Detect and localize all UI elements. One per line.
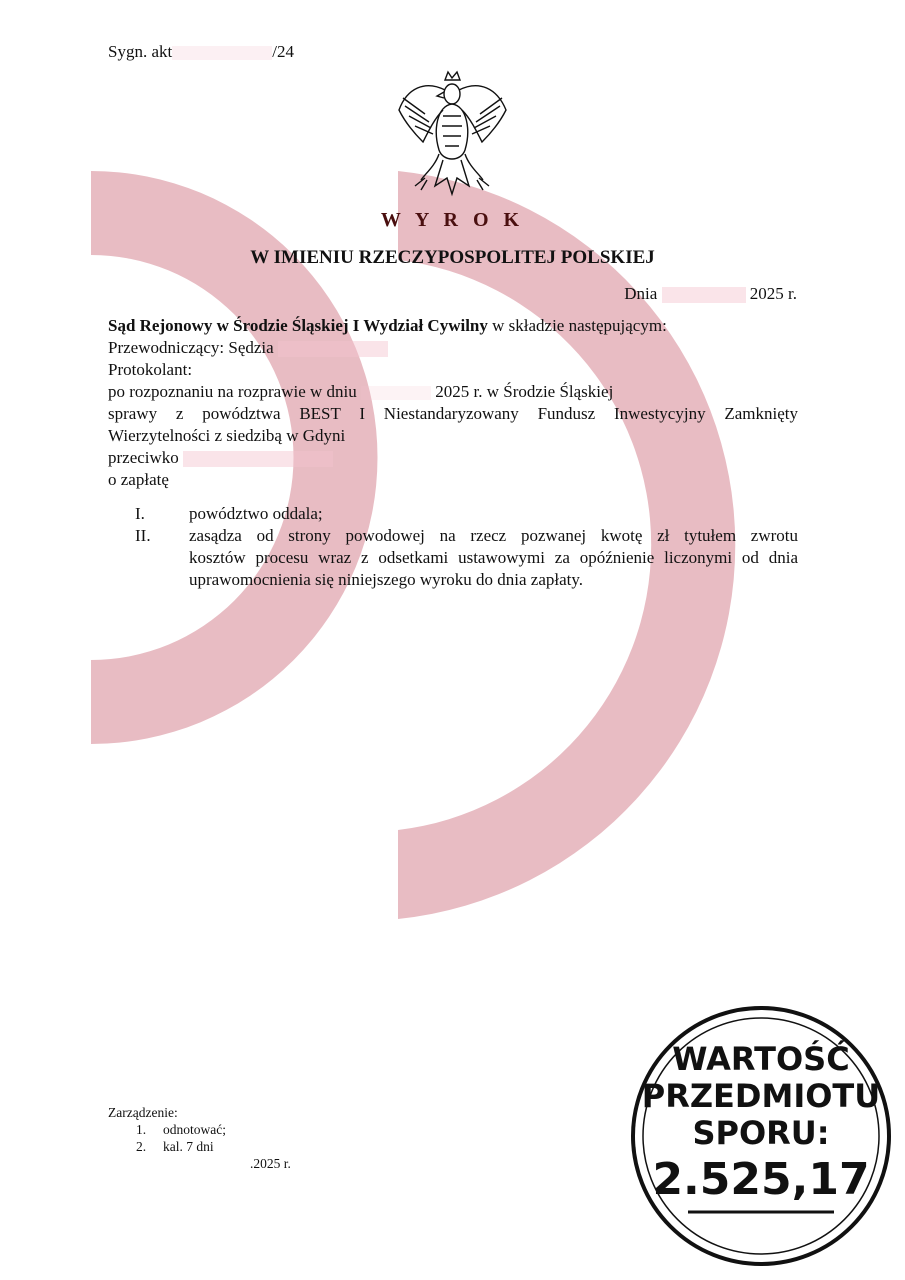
redaction <box>183 451 333 467</box>
footer-order <box>108 1104 291 1172</box>
case-number <box>108 42 294 62</box>
court-tail: w składzie następującym: <box>487 316 667 335</box>
footer-item-text: kal. 7 dni <box>163 1139 214 1154</box>
case-line-1: sprawy z powództwa BEST I Niestandaryzowany Fundusz Inwestycyjny Zamknięty <box>108 404 798 423</box>
footer-item <box>108 1138 291 1155</box>
redaction <box>662 287 746 303</box>
stamp-text <box>630 1005 892 1206</box>
order-number: II. <box>135 526 151 545</box>
stamp-line-1: WARTOŚĆ <box>672 1040 850 1078</box>
order-text <box>189 525 798 591</box>
order-line: kosztów procesu wraz z odsetkami ustawowymi za opóźnienie liczonymi od dnia <box>189 548 798 567</box>
document-subtitle: W IMIENIU RZECZYPOSPOLITEJ POLSKIEJ <box>250 247 655 268</box>
against-label: przeciwko <box>108 448 179 467</box>
order-line: powództwo oddala; <box>189 504 323 523</box>
case-number-label: Sygn. akt <box>108 42 173 61</box>
case-number-suffix: /24 <box>272 42 294 61</box>
footer-item-number: 1. <box>136 1122 147 1137</box>
redaction <box>172 46 272 60</box>
orders-list <box>108 503 798 591</box>
clerk-label: Protokolant: <box>108 360 193 379</box>
order-number: I. <box>135 504 145 523</box>
stamp-line-3: SPORU: <box>692 1114 830 1152</box>
footer-date: .2025 r. <box>250 1156 291 1171</box>
footer-item-number: 2. <box>136 1139 147 1154</box>
document-title: W Y R O K <box>380 209 525 231</box>
case-line-2: Wierzytelności z siedzibą w Gdyni <box>108 426 346 445</box>
hearing-prefix: po rozpoznaniu na rozprawie w dniu <box>108 382 357 401</box>
order-item <box>108 503 798 525</box>
court-name: Sąd Rejonowy w Środzie Śląskiej I Wydział Cywilny <box>108 316 488 335</box>
order-item <box>108 525 798 591</box>
stamp-line-2: PRZEDMIOTU <box>641 1077 881 1115</box>
date-suffix: 2025 r. <box>749 284 797 303</box>
chair-label: Przewodniczący: Sędzia <box>108 338 274 357</box>
judgment-body <box>108 315 798 491</box>
redaction <box>361 386 431 400</box>
date-line <box>624 284 797 304</box>
footer-item <box>108 1121 291 1138</box>
court-line <box>108 315 798 337</box>
chair-line <box>108 337 798 359</box>
hearing-suffix: 2025 r. w Środzie Śląskiej <box>435 382 614 401</box>
polish-eagle-emblem-icon <box>395 70 510 198</box>
order-line: zasądza od strony powodowej na rzecz pozwanej kwotę zł tytułem zwrotu <box>189 526 798 545</box>
date-prefix: Dnia <box>624 284 658 303</box>
hearing-line <box>108 381 798 403</box>
clerk-line <box>108 359 798 381</box>
footer-item-text: odnotować; <box>163 1122 226 1137</box>
subject-line: o zapłatę <box>108 470 169 489</box>
footer-heading: Zarządzenie: <box>108 1105 178 1120</box>
stamp-amount: 2.525,17 <box>652 1154 870 1205</box>
order-text <box>189 503 798 525</box>
redaction <box>278 341 388 357</box>
order-line: uprawomocnienia się niniejszego wyroku do dnia zapłaty. <box>189 570 584 589</box>
against-line <box>108 447 798 469</box>
